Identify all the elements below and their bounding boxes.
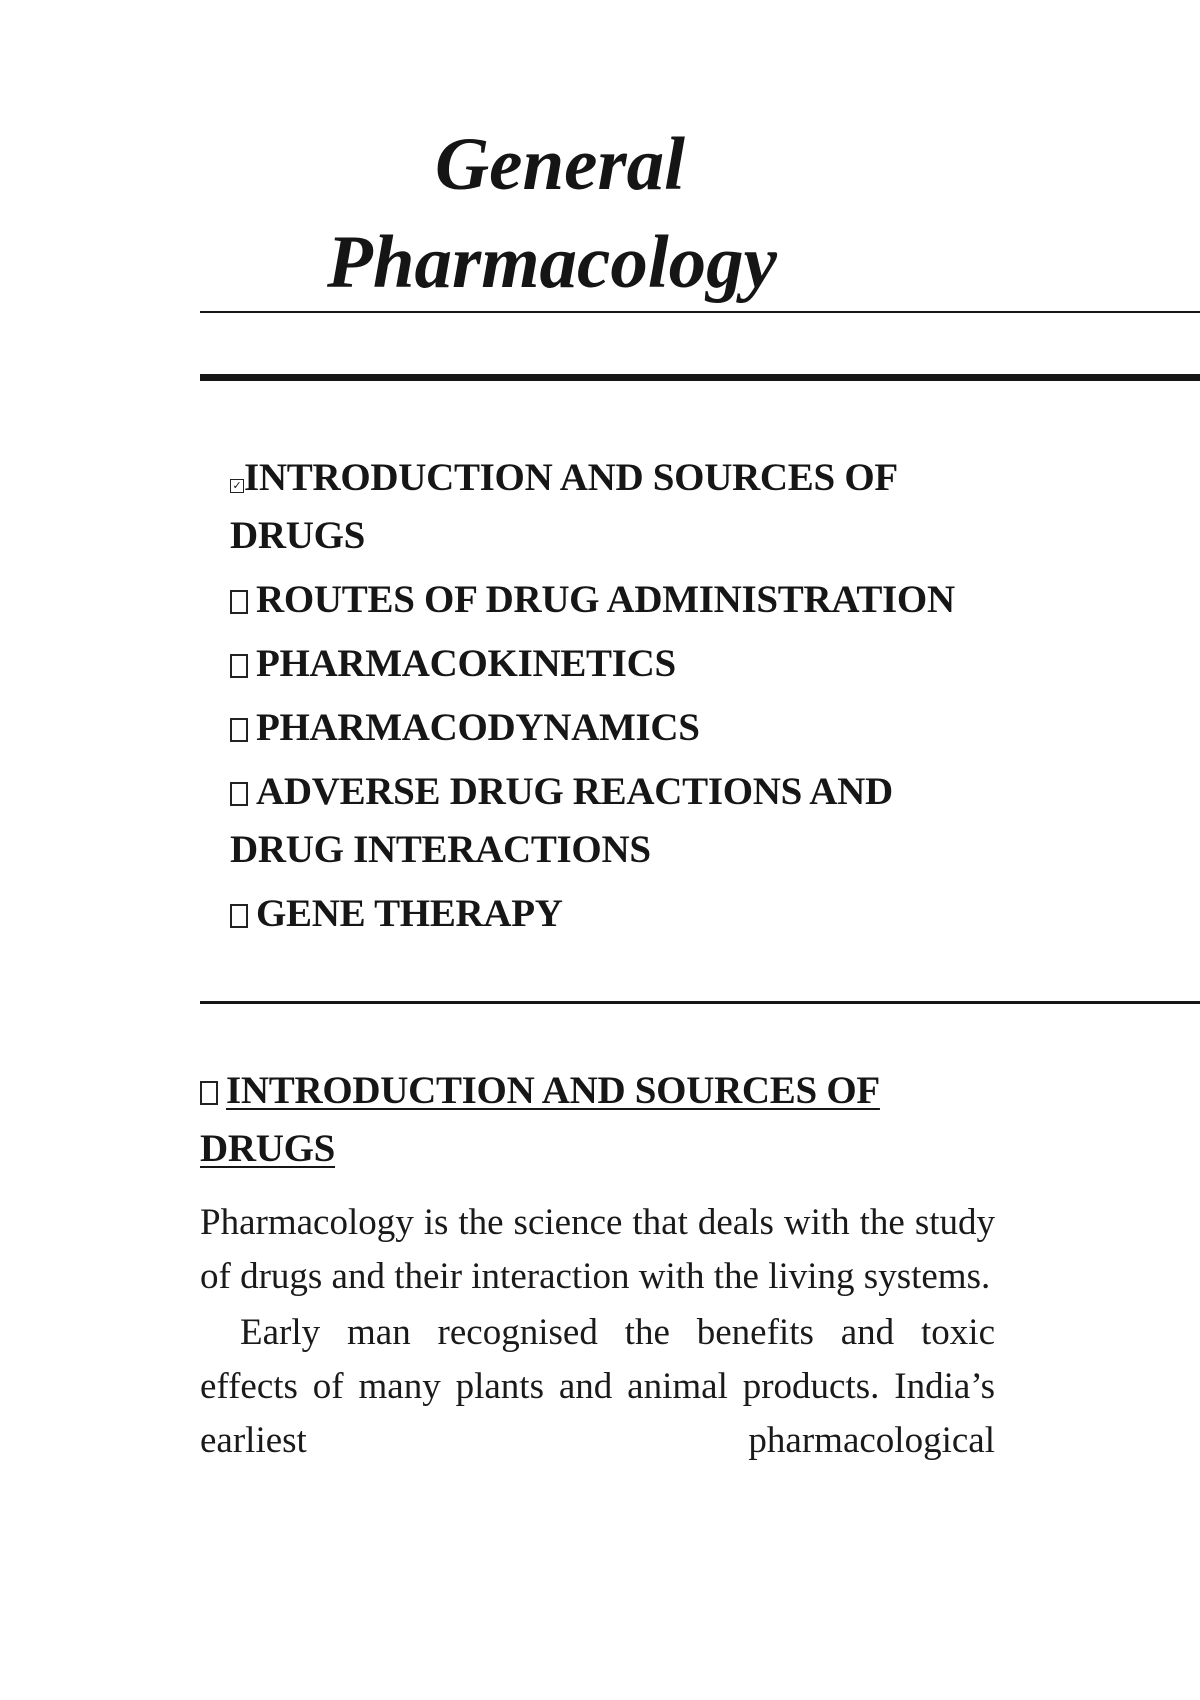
chapter-contents-list	[230, 449, 1010, 949]
chapter-title-line-2: Pharmacology	[327, 221, 777, 304]
square-box-icon	[200, 1081, 218, 1105]
square-box-icon	[230, 654, 248, 678]
contents-item-label: ROUTES OF DRUG ADMINISTRATION	[256, 578, 955, 621]
contents-item-label: PHARMACODYNAMICS	[256, 706, 700, 749]
contents-item-label: PHARMACOKINETICS	[256, 642, 676, 685]
check-box-icon: ✓	[230, 479, 244, 493]
square-box-icon	[230, 904, 248, 928]
square-box-icon	[230, 782, 248, 806]
contents-item-adverse-reactions	[230, 763, 1010, 879]
body-paragraph: Early man recognised the benefits and toxic effects of many plants and animal products. India’s earliest pharmacological	[200, 1312, 995, 1461]
contents-item-label: ADVERSE DRUG REACTIONS AND DRUG INTERACTIONS	[230, 770, 893, 871]
contents-item-label: INTRODUCTION AND SOURCES OF DRUGS	[230, 456, 897, 557]
contents-item-pharmacokinetics	[230, 635, 1010, 693]
contents-item-introduction	[230, 449, 1010, 565]
square-box-icon	[230, 718, 248, 742]
section-body	[200, 1196, 995, 1470]
body-paragraph: Pharmacology is the science that deals with the study of drugs and their interaction with the living systems.	[200, 1202, 995, 1297]
section-heading-text: INTRODUCTION AND SOURCES OF DRUGS	[200, 1069, 880, 1170]
chapter-title-line-1: General	[435, 123, 685, 206]
square-box-icon	[230, 590, 248, 614]
contents-item-routes	[230, 571, 1010, 629]
section-heading	[200, 1062, 1000, 1178]
contents-item-pharmacodynamics	[230, 699, 1010, 757]
contents-bottom-divider	[200, 1001, 1200, 1004]
contents-item-label: GENE THERAPY	[256, 892, 563, 935]
contents-item-gene-therapy	[230, 885, 1010, 943]
contents-top-divider	[200, 374, 1200, 381]
title-divider	[200, 311, 1200, 313]
